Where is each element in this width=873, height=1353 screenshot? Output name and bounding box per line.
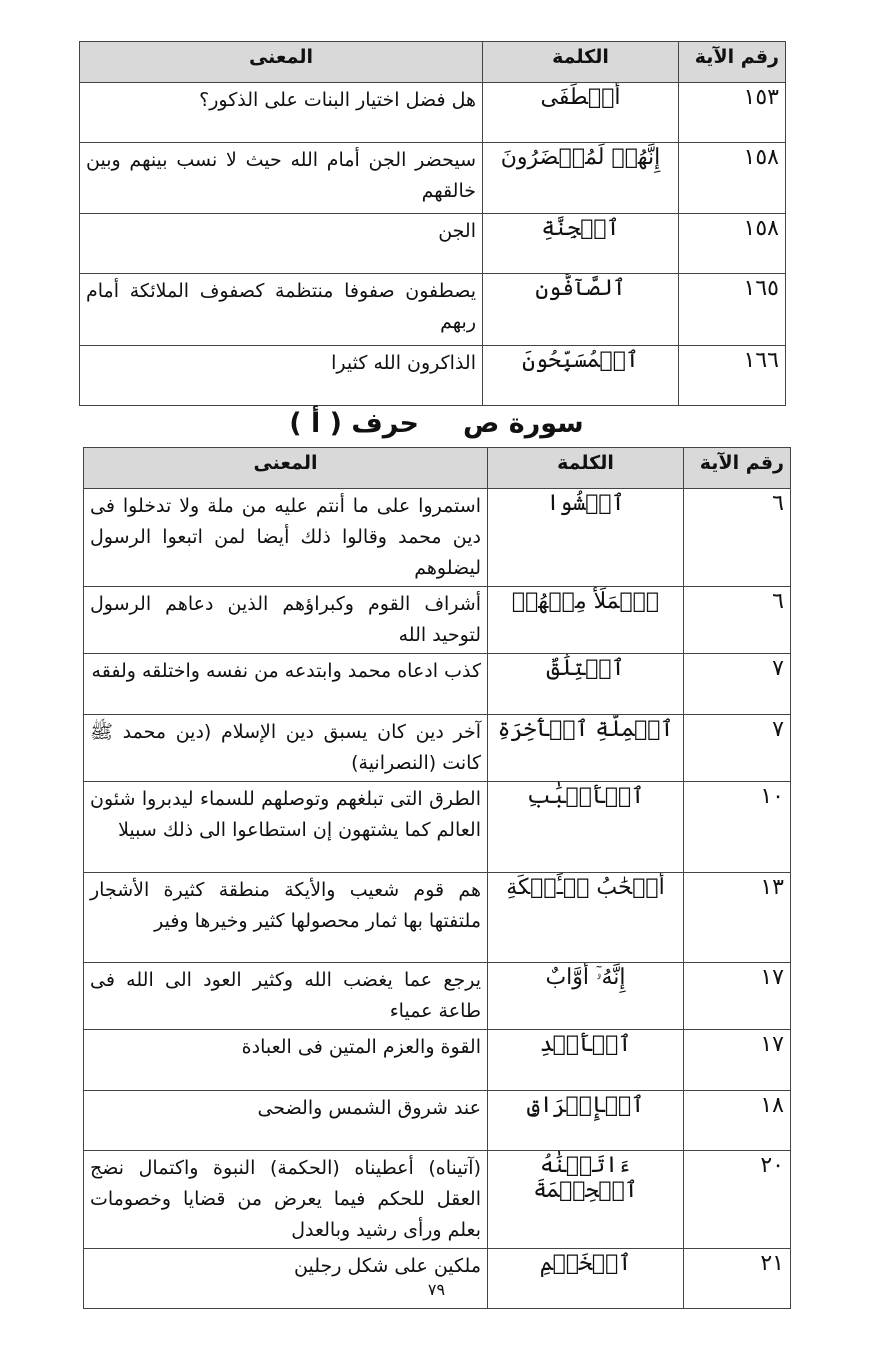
verse-number: ١٣: [684, 873, 791, 963]
word: إِنَّهُمۡ لَمُحۡضَرُونَ: [483, 143, 679, 214]
verse-number: ١٧: [684, 1030, 791, 1091]
word: إِنَّهُۥٓ أَوَّابٌ: [488, 963, 684, 1030]
section-heading: [0, 408, 873, 439]
word: ٱلۡخَصۡمِ: [488, 1249, 684, 1309]
verse-number: ١٦٦: [679, 346, 786, 406]
table-row: [80, 274, 786, 346]
meaning: الطرق التى تبلغهم وتوصلهم للسماء ليدبروا شئون العالم كما يشتهون إن استطاعوا الى ذلك سبيلا: [84, 782, 488, 873]
verse-number: ٦: [684, 489, 791, 587]
verse-number: ١٨: [684, 1091, 791, 1151]
table-row: [80, 346, 786, 406]
table-row: [84, 715, 791, 782]
word: ٱلۡمُسَبِّحُونَ: [483, 346, 679, 406]
surah-title: سورة ص: [463, 408, 584, 439]
word: أَصۡحَٰبُ لۡـَٔيۡكَةِ: [488, 873, 684, 963]
glossary-table-1: [79, 41, 786, 406]
header-verse-number: رقم الآية: [679, 42, 786, 83]
word: أَصۡطَفَى: [483, 83, 679, 143]
verse-number: ٦: [684, 587, 791, 654]
word: ٱخۡتِلَٰقٌ: [488, 654, 684, 715]
letter-title: حرف ( أ ): [289, 408, 420, 439]
word: ٱلۡأَيۡدِ: [488, 1030, 684, 1091]
verse-number: ١٥٨: [679, 214, 786, 274]
meaning: أشراف القوم وكبراؤهم الذين دعاهم الرسول لتوحيد الله: [84, 587, 488, 654]
word: ٱلصَّآفُّون: [483, 274, 679, 346]
verse-number: ١٥٨: [679, 143, 786, 214]
table-row: [80, 143, 786, 214]
table-row: [80, 83, 786, 143]
verse-number: ١٧: [684, 963, 791, 1030]
meaning: سيحضر الجن أمام الله حيث لا نسب بينهم وبين خالقهم: [80, 143, 483, 214]
word: ٱلۡأَسۡبَٰبِ: [488, 782, 684, 873]
verse-number: ١٥٣: [679, 83, 786, 143]
verse-number: ٢١: [684, 1249, 791, 1309]
table-row: [84, 963, 791, 1030]
table-row: [84, 489, 791, 587]
meaning: يصطفون صفوفا منتظمة كصفوف الملائكة أمام ربهم: [80, 274, 483, 346]
meaning: الجن: [80, 214, 483, 274]
word: ءَاتَيۡنَٰهُ ٱلۡحِكۡمَةَ: [488, 1151, 684, 1249]
table-row: [84, 782, 791, 873]
header-meaning: المعنى: [80, 42, 483, 83]
verse-number: ٧: [684, 654, 791, 715]
word: ٱلۡإِشۡرَاقِ: [488, 1091, 684, 1151]
table-row: [84, 1249, 791, 1309]
table-row: [84, 1151, 791, 1249]
word: ٱلۡمَلَأُ مِنۡهُمۡ: [488, 587, 684, 654]
meaning: آخر دين كان يسبق دين الإسلام (دين محمد ﷺ كانت (النصرانية): [84, 715, 488, 782]
header-meaning: المعنى: [84, 448, 488, 489]
header-word: الكلمة: [483, 42, 679, 83]
verse-number: ١٠: [684, 782, 791, 873]
meaning: القوة والعزم المتين فى العبادة: [84, 1030, 488, 1091]
table-row: [80, 214, 786, 274]
header-word: الكلمة: [488, 448, 684, 489]
meaning: (آتيناه) أعطيناه (الحكمة) النبوة واكتمال نضج العقل للحكم فيما يعرض من قضايا وخصومات بعلم ورأى رشيد وبالعدل: [84, 1151, 488, 1249]
table-header-row: [80, 42, 786, 83]
word: ٱلۡمِلَّةِ ٱلۡأٓخِرَةِ: [488, 715, 684, 782]
meaning: هل فضل اختيار البنات على الذكور؟: [80, 83, 483, 143]
verse-number: ٢٠: [684, 1151, 791, 1249]
verse-number: ١٦٥: [679, 274, 786, 346]
meaning: ملكين على شكل رجلين: [84, 1249, 488, 1309]
table-row: [84, 1030, 791, 1091]
table-header-row: [84, 448, 791, 489]
table-row: [84, 587, 791, 654]
glossary-table-2: [83, 447, 791, 1309]
table-row: [84, 873, 791, 963]
meaning: استمروا على ما أنتم عليه من ملة ولا تدخلوا فى دين محمد وقالوا ذلك أيضا لمن اتبعوا الرسول ليضلوهم: [84, 489, 488, 587]
table-row: [84, 1091, 791, 1151]
meaning: يرجع عما يغضب الله وكثير العود الى الله فى طاعة عمياء: [84, 963, 488, 1030]
table-row: [84, 654, 791, 715]
meaning: كذب ادعاه محمد وابتدعه من نفسه واختلقه ولفقه: [84, 654, 488, 715]
verse-number: ٧: [684, 715, 791, 782]
meaning: عند شروق الشمس والضحى: [84, 1091, 488, 1151]
word: ٱلۡجِنَّةِ: [483, 214, 679, 274]
meaning: هم قوم شعيب والأيكة منطقة كثيرة الأشجار ملتفتها بها ثمار محصولها كثير وخيرها وفير: [84, 873, 488, 963]
meaning: الذاكرون الله كثيرا: [80, 346, 483, 406]
header-verse-number: رقم الآية: [684, 448, 791, 489]
page-number: ٧٩: [427, 1280, 446, 1299]
word: ٱمۡشُوا: [488, 489, 684, 587]
